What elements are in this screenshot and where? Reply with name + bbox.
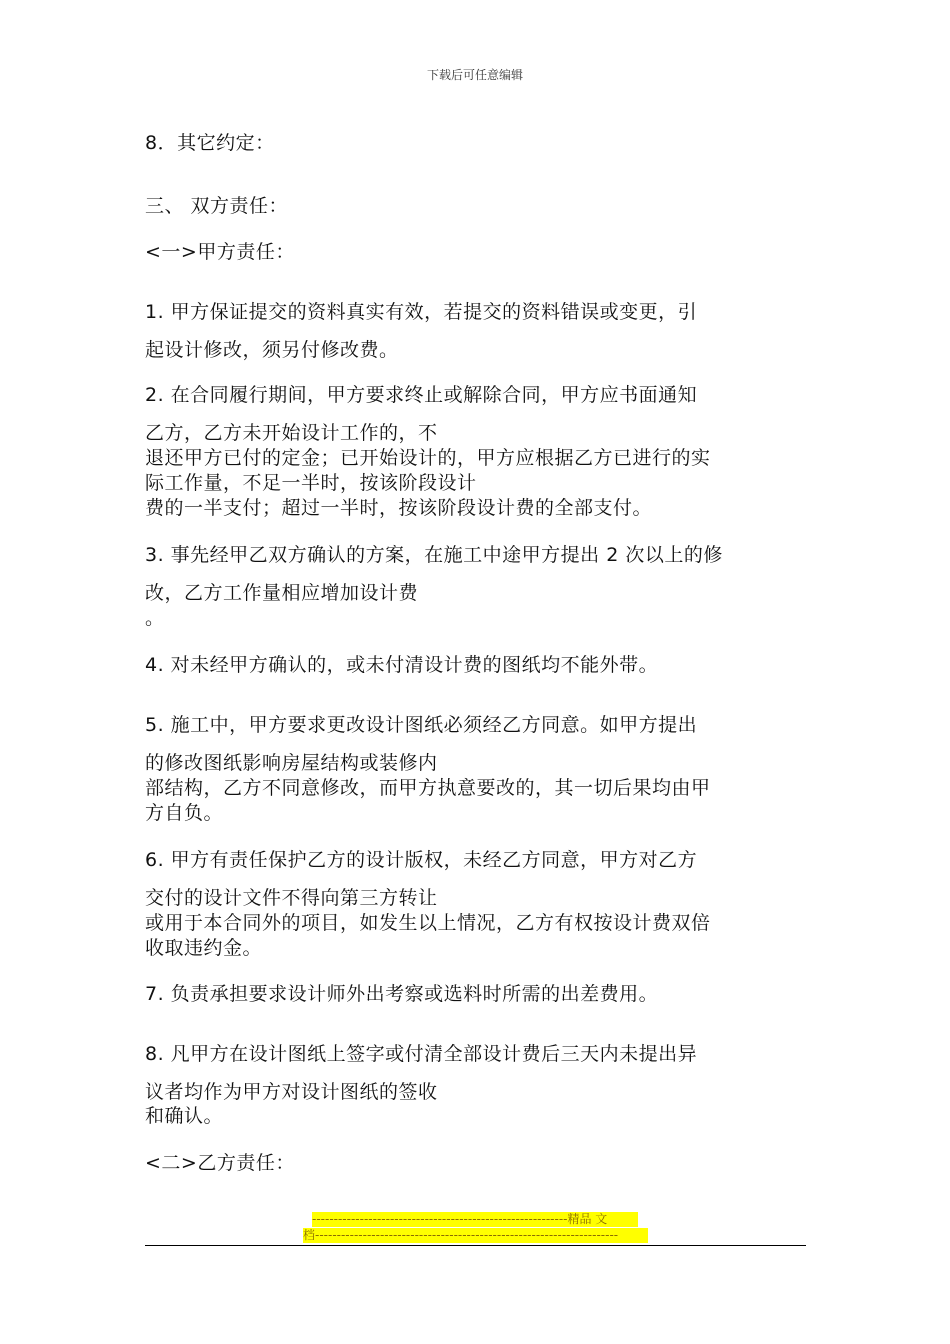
clause-a1-line1: 1. 甲方保证提交的资料真实有效，若提交的资料错误或变更，引: [145, 301, 698, 323]
page-header: 下载后可任意编辑: [426, 68, 523, 82]
clause-a1-line2: 起设计修改，须另付修改费。: [145, 339, 399, 361]
clause-a6-line1: 6. 甲方有责任保护乙方的设计版权，未经乙方同意，甲方对乙方: [145, 849, 698, 871]
clause-a2-line3: 退还甲方已付的定金；已开始设计的，甲方应根据乙方已进行的实: [145, 447, 711, 469]
clause-a8-line1: 8. 凡甲方在设计图纸上签字或付清全部设计费后三天内未提出异: [145, 1043, 698, 1065]
clause-a3-line2: 改，乙方工作量相应增加设计费: [145, 582, 419, 604]
clause-a8-line3: 和确认。: [145, 1105, 224, 1127]
clause-a3-line3: 。: [145, 607, 165, 629]
clause-a2-line5: 费的一半支付；超过一半时，按该阶段设计费的全部支付。: [145, 497, 653, 519]
clause-a2-line1: 2. 在合同履行期间，甲方要求终止或解除合同，甲方应书面通知: [145, 384, 698, 406]
footer-rule: [145, 1245, 806, 1246]
footer-highlight-line1: -----------------------------------------------------------精品 文: [312, 1212, 638, 1227]
clause-a5-line1: 5. 施工中，甲方要求更改设计图纸必须经乙方同意。如甲方提出: [145, 714, 698, 736]
clause-a8-line2: 议者均作为甲方对设计图纸的签收: [145, 1081, 438, 1103]
section-3-title: 三、 双方责任：: [145, 195, 289, 217]
clause-8-other: 8．其它约定：: [145, 132, 275, 154]
party-a-title: <一>甲方责任：: [145, 241, 295, 263]
clause-a6-line3: 或用于本合同外的项目，如发生以上情况，乙方有权按设计费双倍: [145, 912, 711, 934]
clause-a6-line4: 收取违约金。: [145, 937, 263, 959]
clause-a2-line2: 乙方，乙方未开始设计工作的，不: [145, 422, 438, 444]
clause-a6-line2: 交付的设计文件不得向第三方转让: [145, 887, 438, 909]
clause-a7: 7. 负责承担要求设计师外出考察或选料时所需的出差费用。: [145, 983, 659, 1005]
clause-a2-line4: 际工作量，不足一半时，按该阶段设计: [145, 472, 477, 494]
footer-highlight-line2: 档----------------------------------------------------------------------: [303, 1228, 648, 1243]
clause-a4: 4. 对未经甲方确认的，或未付清设计费的图纸均不能外带。: [145, 654, 659, 676]
clause-a5-line3: 部结构，乙方不同意修改，而甲方执意要改的，其一切后果均由甲: [145, 777, 711, 799]
clause-a3-line1: 3. 事先经甲乙双方确认的方案，在施工中途甲方提出 2 次以上的修: [145, 544, 723, 566]
clause-a5-line4: 方自负。: [145, 802, 224, 824]
clause-a5-line2: 的修改图纸影响房屋结构或装修内: [145, 752, 438, 774]
party-b-title: <二>乙方责任：: [145, 1152, 295, 1174]
